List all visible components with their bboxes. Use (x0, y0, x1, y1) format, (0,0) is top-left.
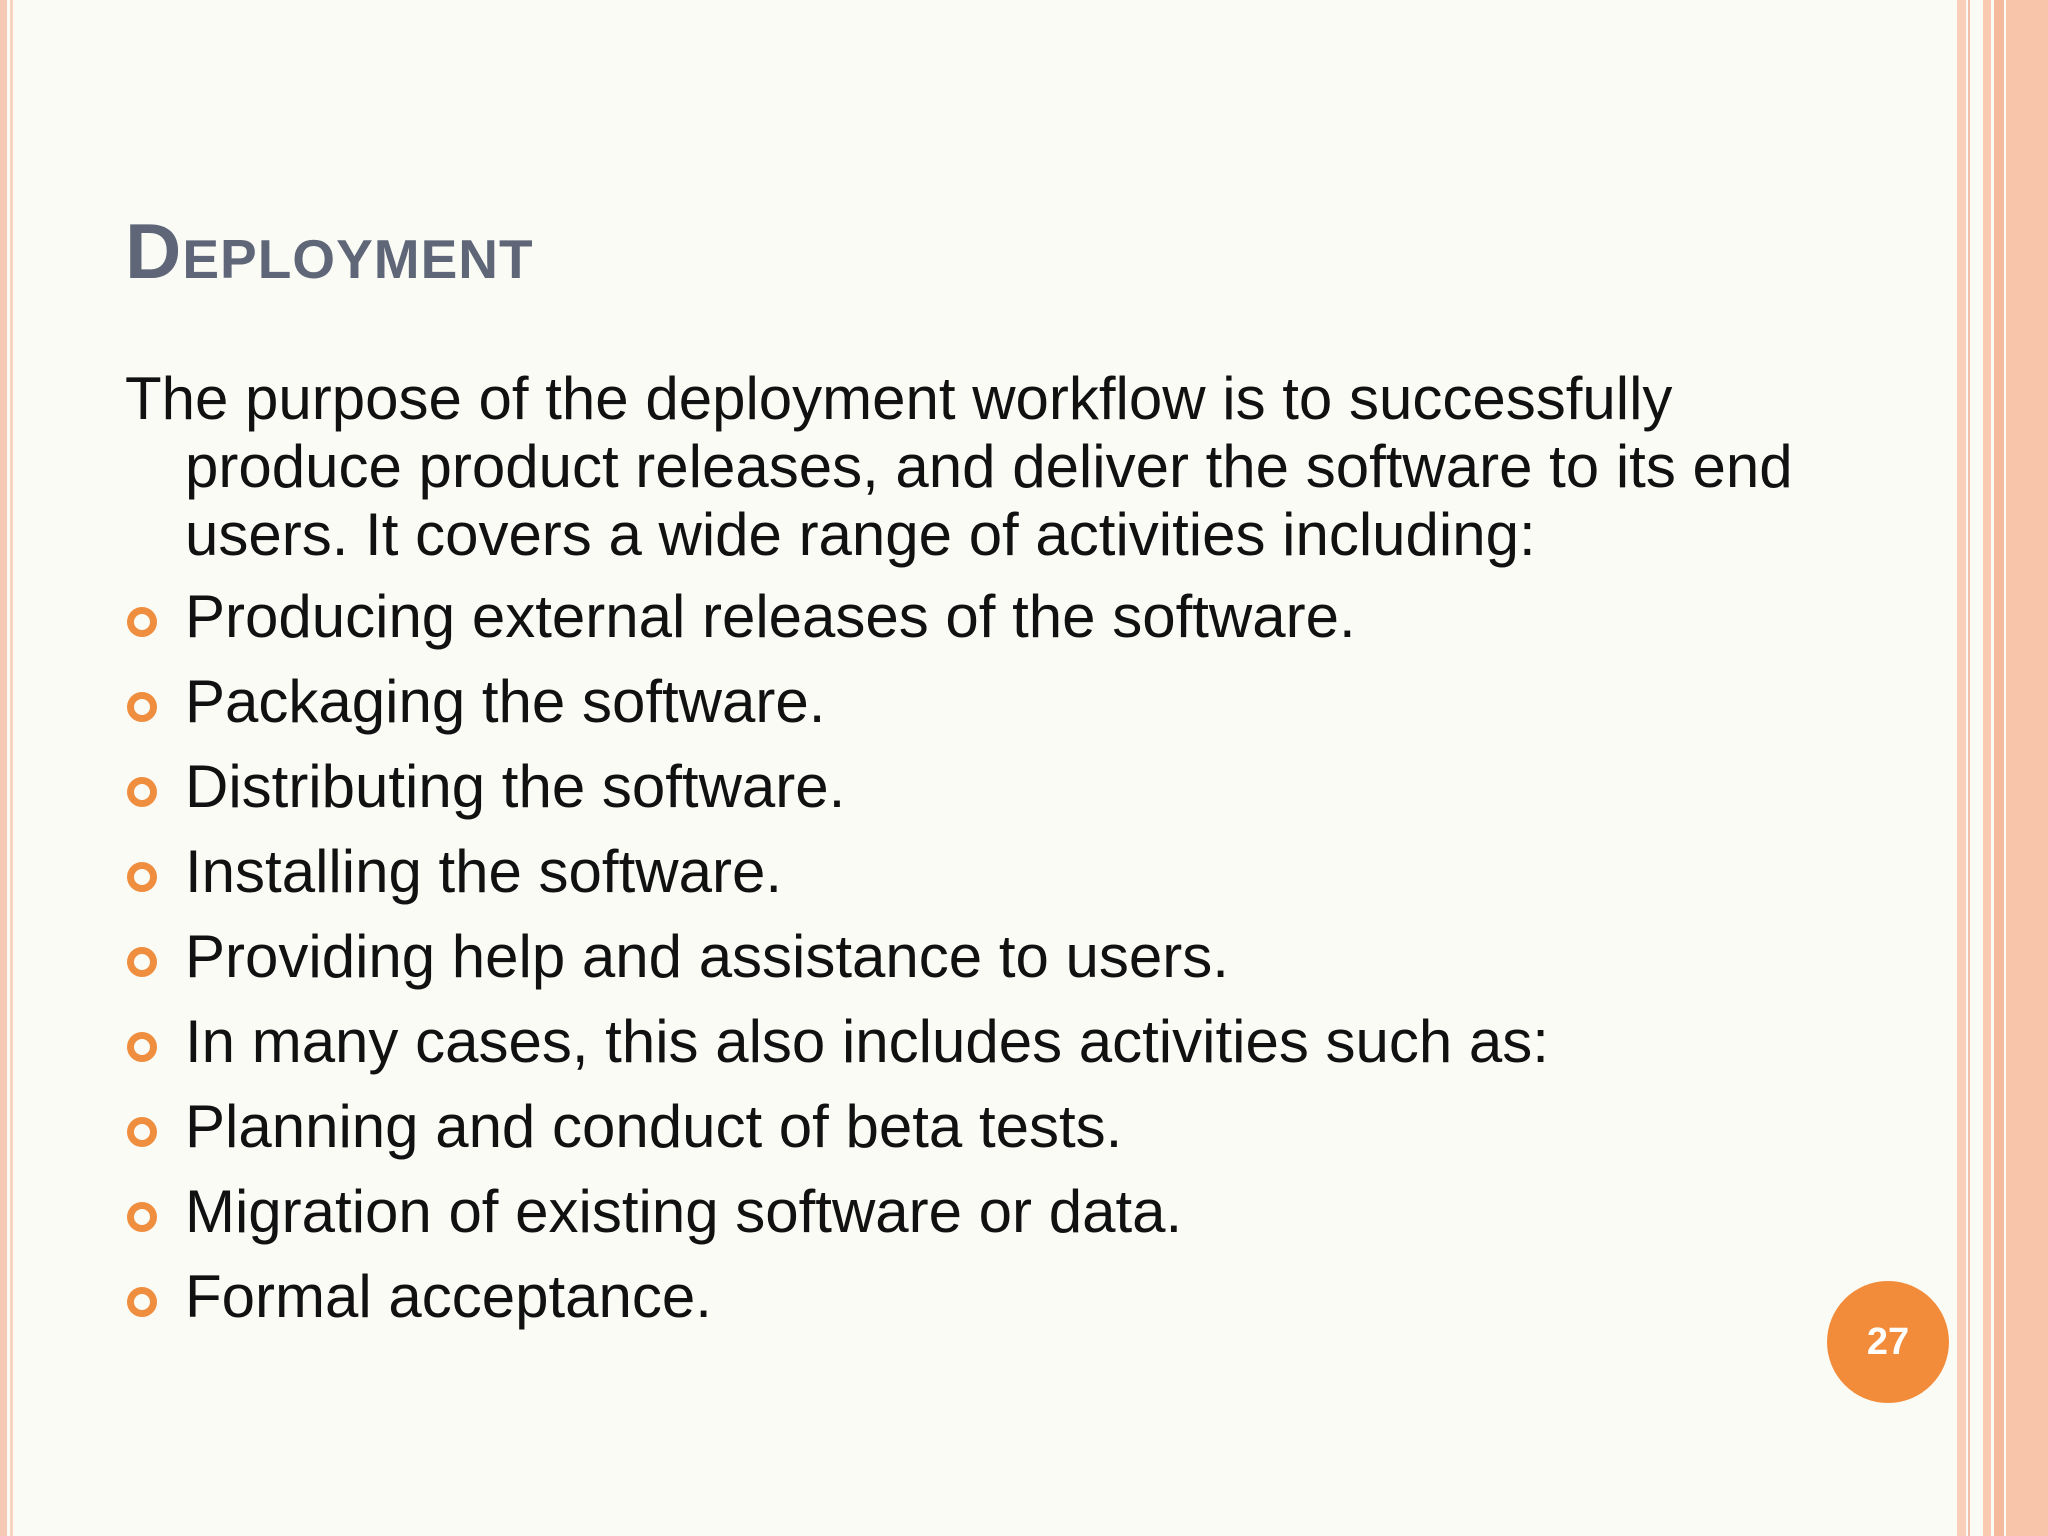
hollow-circle-bullet-icon (127, 1032, 157, 1062)
list-item-text: Installing the software. (185, 838, 782, 905)
page-number-badge: 27 (1827, 1281, 1949, 1403)
right-border-stripe (2006, 0, 2048, 1536)
hollow-circle-bullet-icon (127, 607, 157, 637)
left-border-stripe-inner (10, 0, 13, 1536)
hollow-circle-bullet-icon (127, 947, 157, 977)
right-border-stripe (1957, 0, 1966, 1536)
list-item (125, 1178, 1549, 1263)
hollow-circle-bullet-icon (127, 777, 157, 807)
hollow-circle-bullet-icon (127, 1287, 157, 1317)
list-item (125, 923, 1549, 1008)
list-item (125, 753, 1549, 838)
left-border-stripe (0, 0, 7, 1536)
list-item-text: In many cases, this also includes activities such as: (185, 1008, 1549, 1075)
hollow-circle-bullet-icon (127, 862, 157, 892)
list-item-text: Providing help and assistance to users. (185, 923, 1229, 990)
list-item-text: Formal acceptance. (185, 1263, 712, 1330)
hollow-circle-bullet-icon (127, 1202, 157, 1232)
right-border-stripe (1983, 0, 1991, 1536)
list-item (125, 1093, 1549, 1178)
list-item (125, 668, 1549, 753)
list-item (125, 1008, 1549, 1093)
list-item-text: Planning and conduct of beta tests. (185, 1093, 1123, 1160)
list-item (125, 583, 1549, 668)
list-item-text: Migration of existing software or data. (185, 1178, 1183, 1245)
list-item (125, 1263, 1549, 1348)
hollow-circle-bullet-icon (127, 1117, 157, 1147)
list-item-text: Distributing the software. (185, 753, 846, 820)
list-item (125, 838, 1549, 923)
slide-title: Deployment (125, 207, 534, 295)
hollow-circle-bullet-icon (127, 692, 157, 722)
intro-paragraph: The purpose of the deployment workflow is to successfully produce product releases, and deliver the software to its end users. It covers a wide range of activities including: (125, 365, 1793, 568)
list-item-text: Packaging the software. (185, 668, 826, 735)
list-item-text: Producing external releases of the software. (185, 583, 1356, 650)
right-border-stripe (1968, 0, 1970, 1536)
bullet-list (125, 583, 1549, 1348)
right-border-stripe (1994, 0, 2004, 1536)
